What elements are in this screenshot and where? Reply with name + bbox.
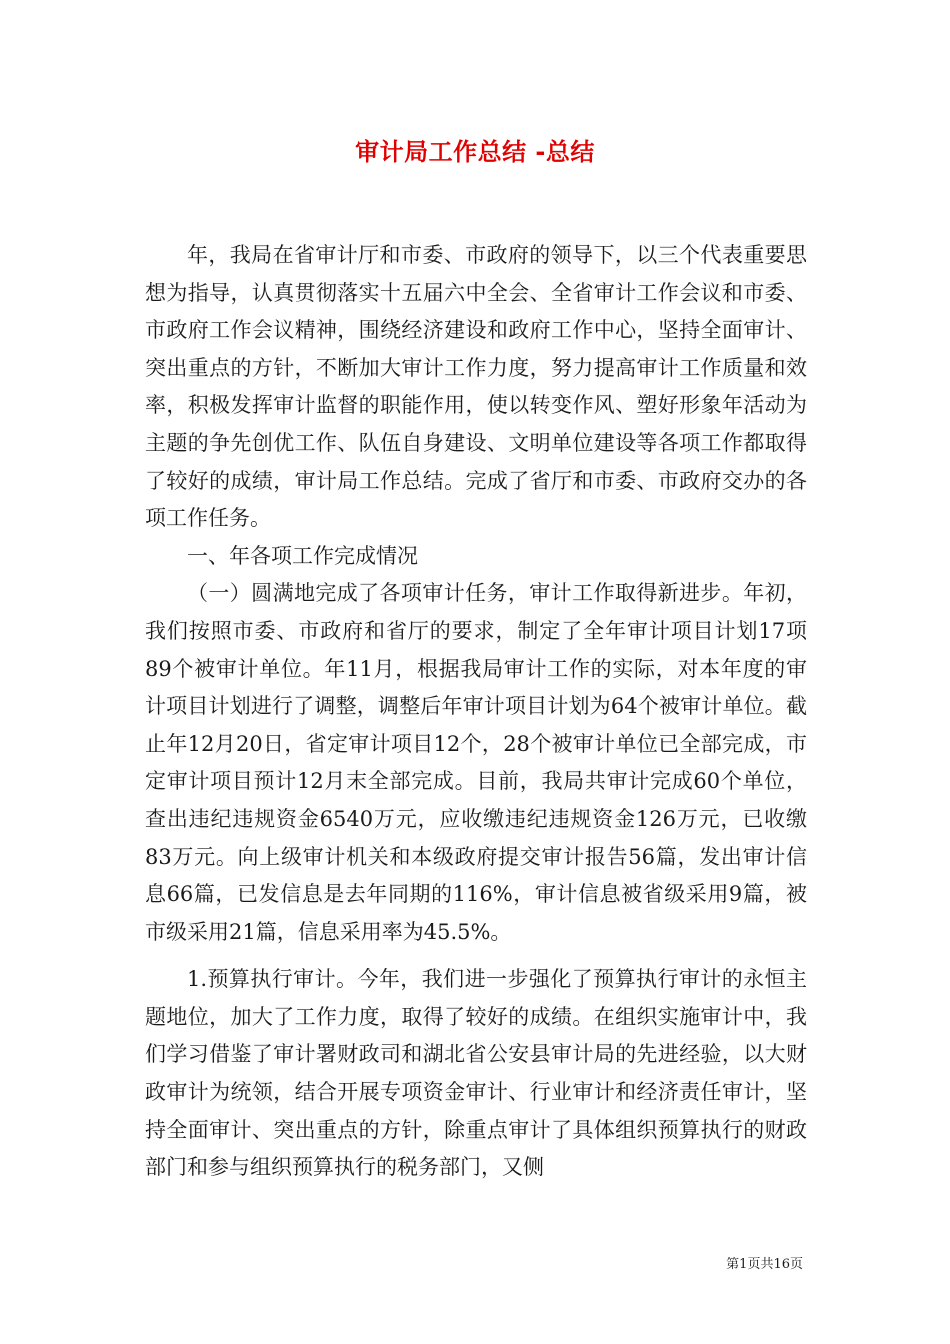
page-number: 第1页共16页 xyxy=(726,1257,803,1272)
document-title: 审计局工作总结 -总结 xyxy=(355,138,595,166)
paragraph-subsection: （一）圆满地完成了各项审计任务，审计工作取得新进步。年初，我们按照市委、市政府和省厅的要求，制定了全年审计项目计划17项89个被审计单位。年11月，根据我局审计工作的实际，对本年度的审计项目计划进行了调整，调整后年审计项目计划为64个被审计单位。截止年12月20日，省定审计项目12个，28个被审计单位已全部完成，市定审计项目预计12月末全部完成。目前，我局共审计完成60个单位，查出违纪违规资金6540万元，应收缴违纪违规资金126万元，已收缴83万元。向上级审计机关和本级政府提交审计报告56篇，发出审计信息66篇，已发信息是去年同期的116%，审计信息被省级采用9篇，被市级采用21篇，信息采用率为45.5%。 xyxy=(145,581,807,944)
section-heading: 一、年各项工作完成情况 xyxy=(187,543,418,568)
paragraph-intro: 年，我局在省审计厅和市委、市政府的领导下，以三个代表重要思想为指导，认真贯彻落实十五届六中全会、全省审计工作会议和市委、市政府工作会议精神，围绕经济建设和政府工作中心，坚持全面审计、突出重点的方针，不断加大审计工作力度，努力提高审计工作质量和效率，积极发挥审计监督的职能作用，使以转变作风、塑好形象年活动为主题的争先创优工作、队伍自身建设、文明单位建设等各项工作都取得了较好的成绩，审计局工作总结。完成了省厅和市委、市政府交办的各项工作任务。 xyxy=(145,243,807,531)
document-body xyxy=(145,237,807,1187)
paragraph-item: 1.预算执行审计。今年，我们进一步强化了预算执行审计的永恒主题地位，加大了工作力度，取得了较好的成绩。在组织实施审计中，我们学习借鉴了审计署财政司和湖北省公安县审计局的先进经验，以大财政审计为统领，结合开展专项资金审计、行业审计和经济责任审计，坚持全面审计、突出重点的方针，除重点审计了具体组织预算执行的财政部门和参与组织预算执行的税务部门，又侧 xyxy=(145,967,807,1180)
